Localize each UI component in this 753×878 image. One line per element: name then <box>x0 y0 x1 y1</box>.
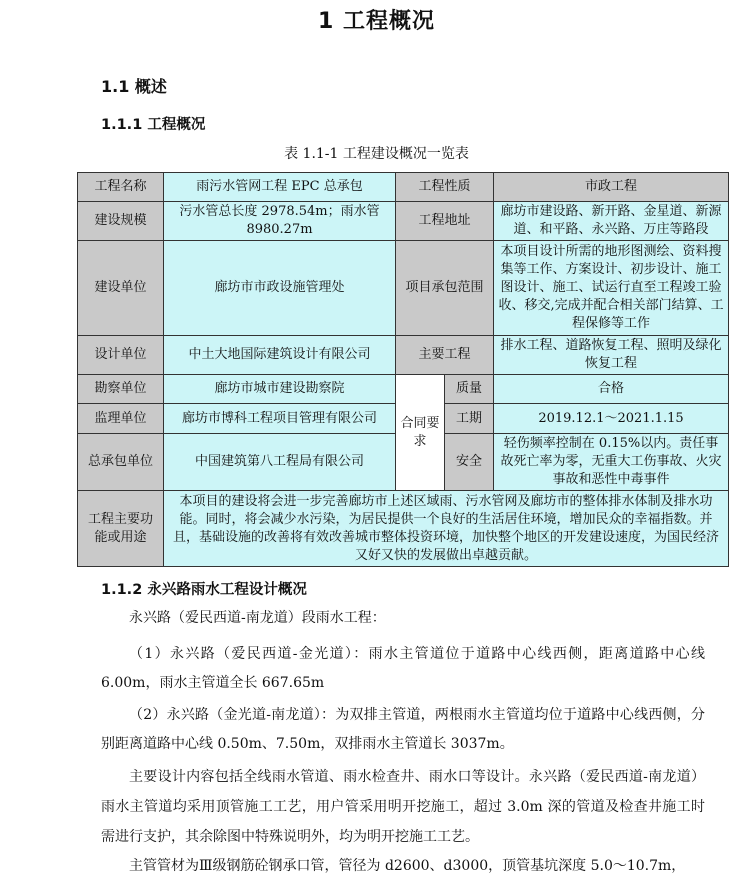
function-label: 工程主要功能或用途 <box>78 491 164 567</box>
contract-scope-label: 项目承包范围 <box>396 241 494 336</box>
table-row <box>78 491 729 567</box>
builder-value: 廊坊市市政设施管理处 <box>164 241 396 336</box>
paragraph-design-content: 主要设计内容包括全线雨水管道、雨水检查井、雨水口等设计。永兴路（爱民西道-南龙道）雨水主管道均采用顶管施工工艺，用户管采用明开挖施工，超过 3.0m 深的管道及检查井施工时需进行支护，其余除图中特殊说明外，均为明开挖施工工艺。 <box>101 769 705 845</box>
designer-label: 设计单位 <box>78 336 164 375</box>
period-value: 2019.12.1～2021.1.15 <box>494 404 729 434</box>
table-caption: 表 1.1-1 工程建设概况一览表 <box>284 146 469 162</box>
project-nature-label: 工程性质 <box>396 173 494 202</box>
contractor-value: 中国建筑第八工程局有限公司 <box>164 434 396 491</box>
main-works-label: 主要工程 <box>396 336 494 375</box>
function-value: 本项目的建设将会进一步完善廊坊市上述区域雨、污水管网及廊坊市的整体排水体制及排水功能。同时，将会减少水污染，为居民提供一个良好的生活居住环境，增加民众的幸福指数。并且，基础设施的改善将有效改善城市整体投资环境，加快整个地区的开发建设速度，为国民经济又好又快的发展做出卓越贡献。 <box>164 491 729 567</box>
subsection-heading-yongxing: 1.1.2 永兴路雨水工程设计概况 <box>101 582 307 598</box>
builder-label: 建设单位 <box>78 241 164 336</box>
safety-label: 安全 <box>445 434 494 491</box>
project-name-value: 雨污水管网工程 EPC 总承包 <box>164 173 396 202</box>
section-heading: 1.1 概述 <box>101 77 167 96</box>
survey-value: 廊坊市城市建设勘察院 <box>164 375 396 404</box>
supervisor-label: 监理单位 <box>78 404 164 434</box>
safety-value: 轻伤频率控制在 0.15%以内。责任事故死亡率为零，无重大工伤事故、火灾事故和恶性中毒事件 <box>494 434 729 491</box>
quality-value: 合格 <box>494 375 729 404</box>
scale-label: 建设规模 <box>78 202 164 241</box>
project-nature-value: 市政工程 <box>494 173 729 202</box>
table-row <box>78 241 729 336</box>
supervisor-value: 廊坊市博科工程项目管理有限公司 <box>164 404 396 434</box>
scale-value: 污水管总长度 2978.54m；雨水管 8980.27m <box>164 202 396 241</box>
chapter-heading: 1 工程概况 <box>318 9 435 34</box>
project-overview-table <box>77 172 729 567</box>
subsection-heading-overview: 1.1.1 工程概况 <box>101 117 206 133</box>
table-row <box>78 375 729 404</box>
table-row <box>78 202 729 241</box>
table-row <box>78 173 729 202</box>
contractor-label: 总承包单位 <box>78 434 164 491</box>
contract-scope-value: 本项目设计所需的地形图测绘、资料搜集等工作、方案设计、初步设计、施工图设计、施工、试运行直至工程竣工验收、移交,完成并配合相关部门结算、工程保修等工作 <box>494 241 729 336</box>
project-name-label: 工程名称 <box>78 173 164 202</box>
paragraph-section-1: （1）永兴路（爱民西道-金光道）：雨水主管道位于道路中心线西侧，距离道路中心线 6.00m，雨水主管道全长 667.65m <box>101 646 705 691</box>
main-works-value: 排水工程、道路恢复工程、照明及绿化恢复工程 <box>494 336 729 375</box>
designer-value: 中土大地国际建筑设计有限公司 <box>164 336 396 375</box>
table-row <box>78 336 729 375</box>
period-label: 工期 <box>445 404 494 434</box>
address-label: 工程地址 <box>396 202 494 241</box>
survey-label: 勘察单位 <box>78 375 164 404</box>
contract-requirements-label: 合同要求 <box>396 375 445 491</box>
address-value: 廊坊市建设路、新开路、金星道、新源道、和平路、永兴路、万庄等路段 <box>494 202 729 241</box>
paragraph-intro: 永兴路（爱民西道-南龙道）段雨水工程： <box>129 610 386 626</box>
paragraph-pipe-material: 主管管材为Ⅲ级钢筋砼钢承口管，管径为 d2600、d3000，顶管基坑深度 5.0～10.7m， <box>129 858 686 874</box>
quality-label: 质量 <box>445 375 494 404</box>
paragraph-section-2: （2）永兴路（金光道-南龙道）：为双排主管道，两根雨水主管道均位于道路中心线西侧，分别距离道路中心线 0.50m、7.50m，双排雨水主管道长 3037m。 <box>101 707 705 752</box>
